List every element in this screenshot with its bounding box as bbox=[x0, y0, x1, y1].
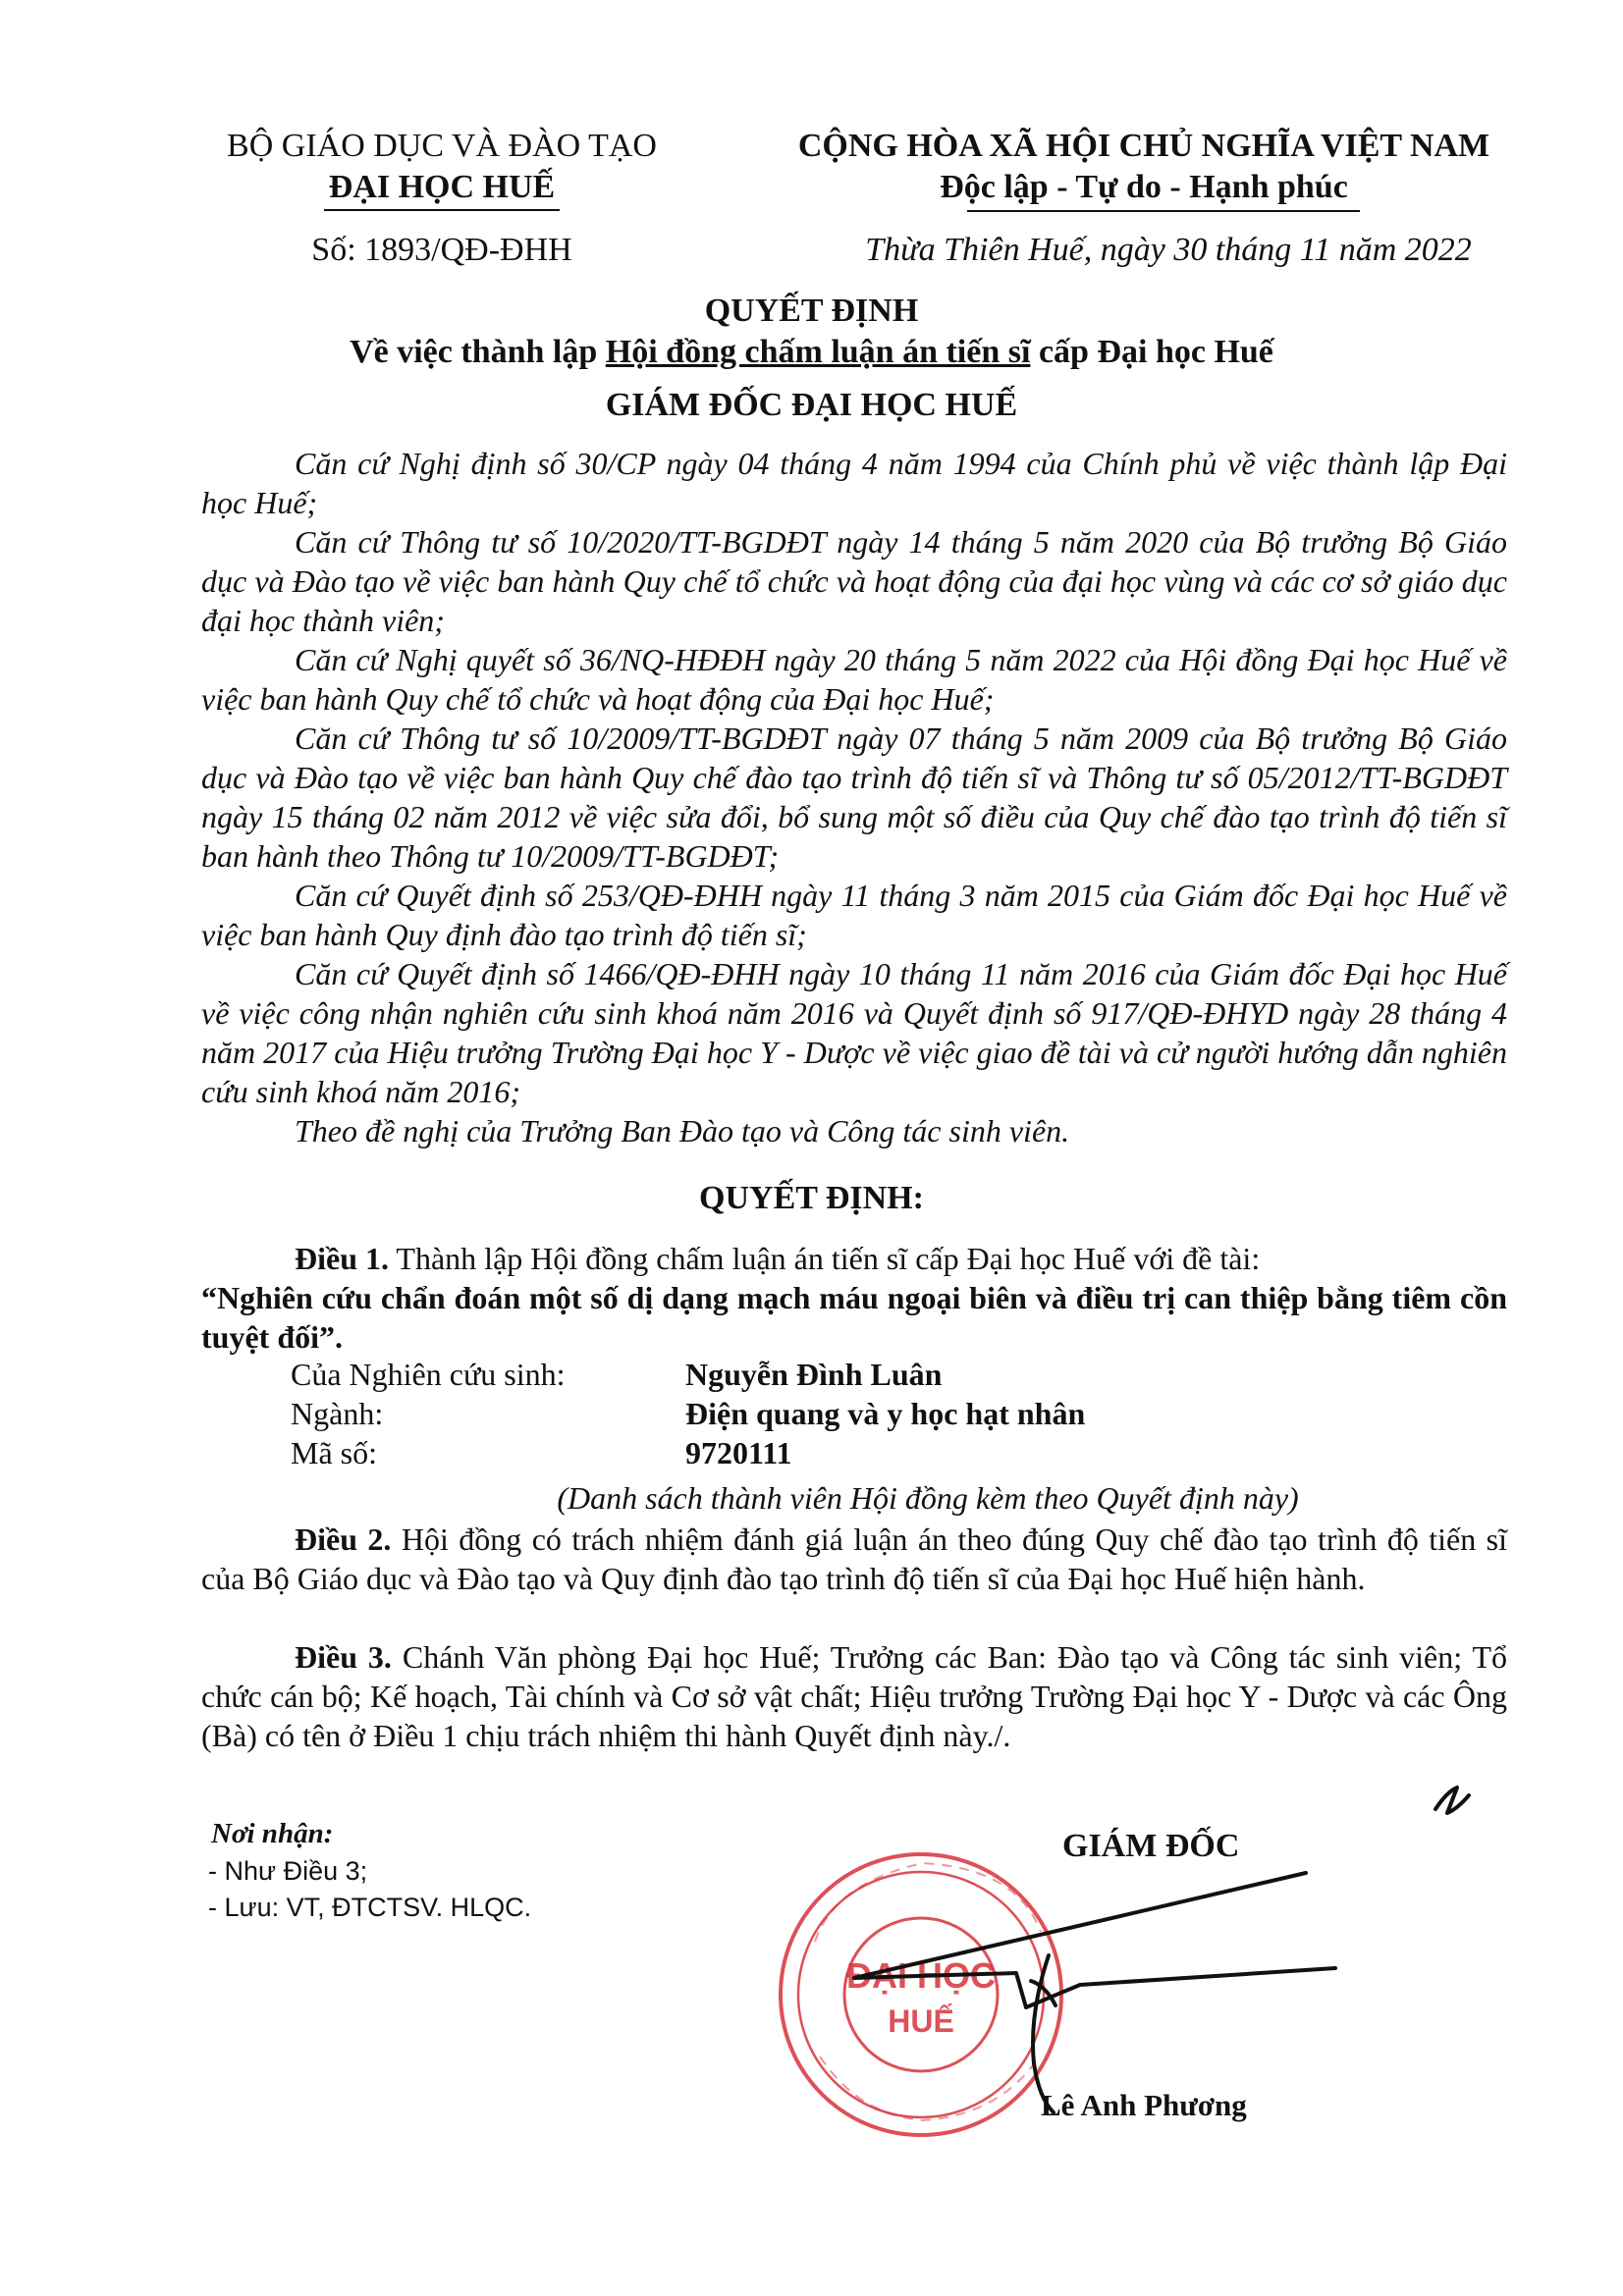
recipient-item: - Như Điều 3; bbox=[208, 1856, 368, 1886]
place-date: Thừa Thiên Huế, ngày 30 tháng 11 năm 2022 bbox=[865, 232, 1472, 268]
preamble-5: Căn cứ Quyết định số 253/QĐ-ĐHH ngày 11 tháng 3 năm 2015 của Giám đốc Đại học Huế về việc ban hành Quy định đào tạo trình độ tiến sĩ; bbox=[201, 878, 1507, 952]
authority-title: GIÁM ĐỐC ĐẠI HỌC HUẾ bbox=[605, 387, 1018, 423]
code-label: Mã số: bbox=[291, 1435, 377, 1470]
recipient-item: - Lưu: VT, ĐTCTSV. HLQC. bbox=[208, 1893, 532, 1922]
major-value: Điện quang và y học hạt nhân bbox=[685, 1396, 1086, 1431]
code-value: 9720111 bbox=[685, 1435, 792, 1470]
subject-underlined: Hội đồng chấm luận án tiến sĩ bbox=[605, 334, 1031, 370]
student-value: Nguyễn Đình Luân bbox=[685, 1357, 943, 1392]
article-3-label: Điều 3. bbox=[295, 1639, 392, 1675]
preamble-3: Căn cứ Nghị quyết số 36/NQ-HĐĐH ngày 20 tháng 5 năm 2022 của Hội đồng Đại học Huế về việc ban hành Quy chế tổ chức và hoạt động của Đại học Huế; bbox=[201, 642, 1507, 717]
members-note: (Danh sách thành viên Hội đồng kèm theo Quyết định này) bbox=[557, 1480, 1299, 1516]
article-3-text: Chánh Văn phòng Đại học Huế; Trưởng các Ban: Đào tạo và Công tác sinh viên; Tổ chức cán bộ; Kế hoạch, Tài chính và Cơ sở vật chất; Hiệu trưởng Trường Đại học Y - Dược và các Ông (Bà) có tên ở Điều 1 chịu trách nhiệm thi hành Quyết định này./. bbox=[201, 1639, 1508, 1753]
university-name: ĐẠI HỌC HUẾ bbox=[328, 169, 556, 205]
motto: Độc lập - Tự do - Hạnh phúc bbox=[940, 169, 1348, 205]
subject-suffix: cấp Đại học Huế bbox=[1030, 334, 1273, 370]
article-1-text: Thành lập Hội đồng chấm luận án tiến sĩ cấp Đại học Huế với đề tài: bbox=[389, 1241, 1261, 1276]
student-label: Của Nghiên cứu sinh: bbox=[291, 1357, 566, 1392]
preamble-6: Căn cứ Quyết định số 1466/QĐ-ĐHH ngày 10 tháng 11 năm 2016 của Giám đốc Đại học Huế về việc công nhận nghiên cứu sinh khoá năm 2016 và Quyết định số 917/QĐ-ĐHYD ngày 28 tháng 4 năm 2017 của Hiệu trưởng Trường Đại học Y - Dược về việc giao đề tài và cử người hướng dẫn nghiên cứu sinh khoá năm 2016; bbox=[201, 956, 1507, 1109]
republic-name: CỘNG HÒA XÃ HỘI CHỦ NGHĨA VIỆT NAM bbox=[797, 128, 1490, 164]
stamp-center-text-2: HUẾ bbox=[888, 2003, 954, 2039]
article-1-topic: “Nghiên cứu chẩn đoán một số dị dạng mạch máu ngoại biên và điều trị can thiệp bằng tiêm cồn tuyệt đối”. bbox=[201, 1280, 1507, 1355]
article-2-text: Hội đồng có trách nhiệm đánh giá luận án theo đúng Quy chế đào tạo trình độ tiến sĩ của Bộ Giáo dục và Đào tạo và Quy định đào tạo trình độ tiến sĩ của Đại học Huế hiện hành. bbox=[201, 1522, 1508, 1596]
signer-name: Lê Anh Phương bbox=[1041, 2088, 1247, 2122]
ministry-name: BỘ GIÁO DỤC VÀ ĐÀO TẠO bbox=[227, 128, 657, 164]
preamble-1: Căn cứ Nghị định số 30/CP ngày 04 tháng 4 năm 1994 của Chính phủ về việc thành lập Đại học Huế; bbox=[201, 446, 1507, 520]
preamble-2: Căn cứ Thông tư số 10/2020/TT-BGDĐT ngày 14 tháng 5 năm 2020 của Bộ trưởng Bộ Giáo dục và Đào tạo về việc ban hành Quy chế tổ chức và hoạt động của đại học vùng và các cơ sở giáo dục đại học thành viên; bbox=[201, 524, 1507, 638]
article-2-label: Điều 2. bbox=[295, 1522, 392, 1557]
subject-prefix: Về việc thành lập bbox=[350, 334, 606, 370]
article-1-label: Điều 1. bbox=[295, 1241, 389, 1276]
preamble-4: Căn cứ Thông tư số 10/2009/TT-BGDĐT ngày 07 tháng 5 năm 2009 của Bộ trưởng Bộ Giáo dục và Đào tạo về việc ban hành Quy chế đào tạo trình độ tiến sĩ và Thông tư số 05/2012/TT-BGDĐT ngày 15 tháng 02 năm 2012 về việc sửa đổi, bổ sung một số điều của Quy chế đào tạo trình độ tiến sĩ ban hành theo Thông tư 10/2009/TT-BGDĐT; bbox=[201, 721, 1507, 874]
decision-title: QUYẾT ĐỊNH bbox=[704, 293, 919, 329]
doc-number: Số: 1893/QĐ-ĐHH bbox=[311, 232, 572, 268]
preamble-7: Theo đề nghị của Trưởng Ban Đào tạo và Công tác sinh viên. bbox=[295, 1113, 1070, 1148]
recipients-heading: Nơi nhận: bbox=[211, 1818, 334, 1849]
stamp-center-text-1: ĐẠI HỌC bbox=[846, 1955, 996, 1996]
major-label: Ngành: bbox=[291, 1396, 384, 1431]
signer-title: GIÁM ĐỐC bbox=[1062, 1828, 1240, 1864]
decision-heading: QUYẾT ĐỊNH: bbox=[699, 1180, 924, 1216]
